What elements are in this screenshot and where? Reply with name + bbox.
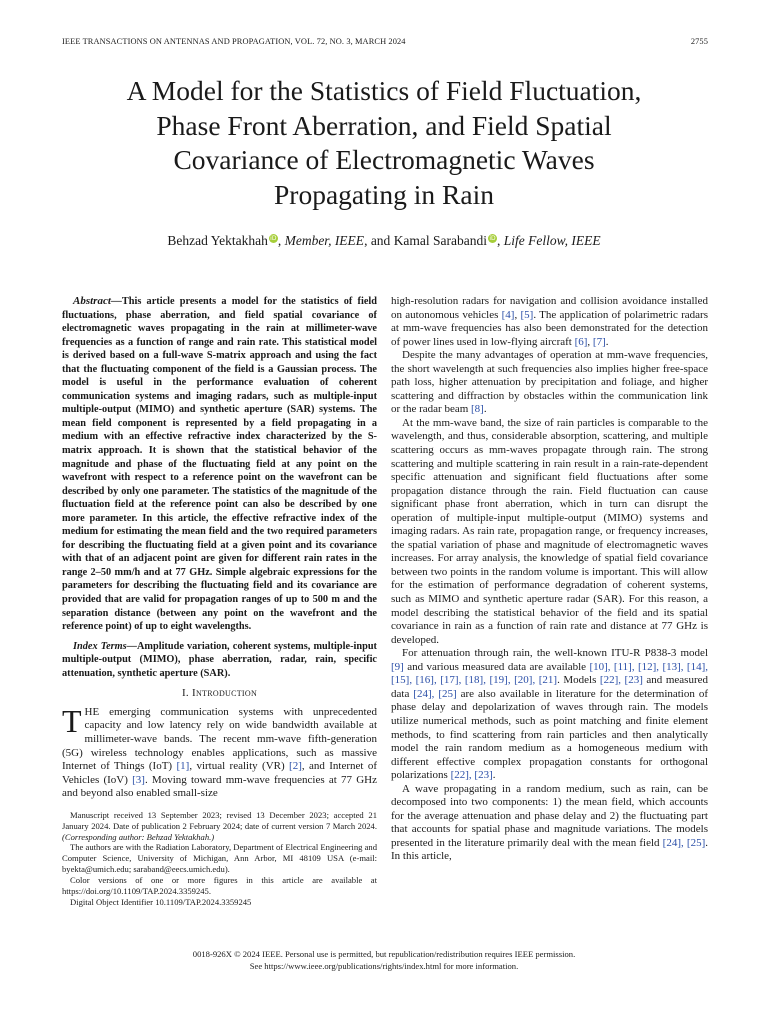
paragraph-text: . Moving toward mm-wave frequencies at 77 GHz and beyond also enabled small-size <box>62 773 377 800</box>
abstract-label: Abstract— <box>73 295 122 307</box>
title-line: Phase Front Aberration, and Field Spatial <box>156 109 612 141</box>
author-name: Kamal Sarabandi <box>393 233 488 248</box>
title-line: Propagating in Rain <box>274 178 494 210</box>
paragraph-text: high-resolution radars for navigation and collision avoidance installed on autonomous vehicles <box>391 295 708 321</box>
paragraph-text: . The application of polarimetric radars at mm-wave frequencies has also been demonstrated for the detection of power lines used in low-flying aircraft <box>391 308 708 348</box>
citation-link[interactable]: [10], [11], [12], [13], [14], [15], [16], [17], [18], [19], [20], [21] <box>391 660 708 687</box>
footnote-doi: Digital Object Identifier 10.1109/TAP.2024.3359245 <box>70 896 252 907</box>
section-numeral: I. <box>181 687 193 700</box>
right-column <box>391 295 708 864</box>
copyright-notice <box>40 949 728 972</box>
author-membership: Life Fellow, IEEE <box>503 233 601 248</box>
paragraph-text: and measured data <box>391 674 708 700</box>
paragraph-text: . Models <box>557 674 600 687</box>
paragraph-text: A wave propagating in a random medium, such as rain, can be decomposed into two components: 1) the mean field, which accounts for the average attenuation and phase delay and 2) the fluctuating part that accounts for spatial phase and magnitude variations. The models presented in the literature primarily deal with the mean field <box>391 782 708 849</box>
citation-link[interactable]: [2] <box>289 760 302 773</box>
journal-name: IEEE TRANSACTIONS ON ANTENNAS AND PROPAGATION, VOL. 72, NO. 3, MARCH 2024 <box>62 37 406 46</box>
punctuation: . <box>483 403 487 416</box>
body-paragraph <box>391 349 708 417</box>
footnote-text: Manuscript received 13 September 2023; revised 13 December 2023; accepted 21 January 2024. Date of publication 2 February 2024; date of current version 7 March 2024. <box>62 809 377 831</box>
orcid-icon[interactable]: iD <box>489 234 496 242</box>
paragraph-text: and various measured data are available <box>403 660 590 673</box>
citation-link[interactable]: [24], [25] <box>413 687 457 700</box>
citation-link[interactable]: [3] <box>132 773 145 786</box>
footnote-manuscript <box>62 810 377 843</box>
author-membership: Member, IEEE <box>284 233 365 248</box>
citation-link[interactable]: [7] <box>592 335 606 348</box>
rights-link-line: See https://www.ieee.org/publications/rights/index.html for more information. <box>249 960 519 971</box>
separator: , <box>514 308 521 321</box>
separator: , <box>587 335 593 348</box>
copyright-line: 0018-926X © 2024 IEEE. Personal use is permitted, but republication/redistribution requires IEEE permission. <box>192 949 576 959</box>
index-terms-text: Amplitude variation, coherent systems, multiple-input multiple-output (MIMO), phase aberration, radar, rain, specific attenuation, synthetic aperture (SAR). <box>62 640 377 679</box>
body-paragraph <box>391 783 708 864</box>
body-paragraph <box>391 647 708 782</box>
paper-title <box>40 74 728 212</box>
paragraph-text: are also available in literature for the determination of phase delay and depolarization of waves through rain. The models utilize numerical methods, such as point matching and finite element methods, to find scattering from rain particles and then analytically model the rain random medium as a homogeneous medium with different effective complex propagation constants for orthogonal polarizations <box>391 687 708 782</box>
author-line: Behzad Yektakhah iD, Member, IEEE, and Kamal Sarabandi iD, Life Fellow, IEEE <box>167 233 601 248</box>
footnotes <box>62 810 377 908</box>
citation-link[interactable]: [22], [23] <box>599 674 643 687</box>
citation-link[interactable]: [9] <box>391 660 404 673</box>
punctuation: . In this article, <box>391 836 708 863</box>
page-number: 2755 <box>690 37 708 46</box>
section-title: Introduction <box>192 687 258 700</box>
citation-link[interactable]: [6] <box>574 335 588 348</box>
footnote-affiliation: The authors are with the Radiation Laboratory, Department of Electrical Engineering and Computer Science, University of Michigan, Ann Arbor, MI 48109 USA (e-mail: byekta@umich.edu; saraband@eecs.umich.edu). <box>62 842 377 875</box>
body-paragraph <box>391 295 708 349</box>
punctuation: . <box>492 769 496 782</box>
punctuation: . <box>605 335 609 348</box>
citation-link[interactable]: [1] <box>176 760 190 773</box>
orcid-icon[interactable]: iD <box>270 234 277 242</box>
paragraph-text: , virtual reality (VR) <box>189 760 290 773</box>
citation-link[interactable]: [4] <box>501 308 515 321</box>
author-name: Behzad Yektakhah <box>167 233 268 248</box>
paragraph-text: Despite the many advantages of operation at mm-wave frequencies, the short wavelength at such frequencies also implies higher free-space path loss, higher attenuation by precipitation and foliage, and higher scattering and diffraction by obstacles within the communication link or the radar beam <box>391 349 708 416</box>
citation-link[interactable]: [5] <box>520 308 534 321</box>
left-column <box>62 295 377 908</box>
paragraph-text: For attenuation through rain, the well-known ITU-R P838-3 model <box>402 647 708 660</box>
drop-cap: T <box>62 702 82 739</box>
intro-paragraph <box>62 702 378 801</box>
author-conjunction: , and <box>364 233 394 248</box>
corresponding-author: (Corresponding author: Behzad Yektakhah.) <box>62 831 215 842</box>
citation-link[interactable]: [8] <box>471 403 484 416</box>
paragraph-text: , and Internet of Vehicles (IoV) <box>62 760 378 786</box>
paragraph-text: HE emerging communication systems with unprecedented capacity and low latency rely on wide bandwidth available at millimeter-wave bands. The recent mm-wave fifth-generation (5G) wireless technology enables applications, such as massive Internet of Things (IoT) <box>62 705 377 773</box>
body-paragraph: At the mm-wave band, the size of rain particles is comparable to the wavelength, and thus, considerable absorption, scattering, and multiple scattering occurs as mm-waves propagate through rain. The strong scattering and multiple scattering in rain result in a rain-rate-dependent specific attenuation and significant field fluctuations after some propagation distance through the rain. Field fluctuation can cause significant phase front aberration, which in turn can disrupt the operation of multiple-input multiple-output (MIMO) systems and imaging radars. As rain rate, propagation range, or frequency increases, the spatial variation of phase and magnitude of electromagnetic waves increases. For array analysis, the knowledge of spatial field covariance between two points in the random volume is important. This will allow for the estimation of performance degradation of coherent systems, such as MIMO and synthetic aperture radar (SAR). For this reason, a model describing the statistical behavior of the field and its spatial covariance in rain as a function of rain rate and distance at 77 GHz is developed. <box>391 416 708 646</box>
title-line: Covariance of Electromagnetic Waves <box>173 144 595 175</box>
citation-link[interactable]: [24], [25] <box>662 836 706 849</box>
index-terms <box>62 640 377 681</box>
section-heading <box>62 687 377 701</box>
citation-link[interactable]: [22], [23] <box>450 769 493 782</box>
index-terms-label: Index Terms— <box>73 640 137 652</box>
abstract-text: This article presents a model for the statistics of field fluctuations, phase aberration, and field spatial covariance of electromagnetic waves propagating in the rain at millimeter-wave frequencies as a function of range and rain rate. This statistical model is derived based on a full-wave S-matrix approach and using the fact that the fluctuating component of the field is a Gaussian process. The model is useful in the performance evaluation of coherent communication systems and imaging radars, such as multiple-input multiple-output (MIMO) and synthetic aperture (SAR) systems. The mean field component is represented by a field propagating in a medium with an effective refractive index characterized by the S-matrix approach. It is shown that the statistical behavior of the magnitude and phase of the fluctuating field at any point on the wavefront with respect to a reference point on the wavefront can be described by only one parameter. The statistics of the magnitude of the fluctuation field at the reference point can also be described by one more parameter. In this article, the effective refractive index of the medium for estimating the mean field and the two required parameters for describing the fluctuating field at a given point and its covariance with that of an adjacent point are given for different rain rates in the range 2–50 mm/h and at 77 GHz. Simple algebraic expressions for the parameters for describing the fluctuating field and its covariance are provided that are valid for propagation ranges of up to 500 m and the separation distance (between any point on the wavefront and the reference point) of up to eight wavelengths. <box>62 296 377 633</box>
abstract <box>62 295 377 634</box>
footnote-color: Color versions of one or more figures in this article are available at https://doi.org/10.1109/TAP.2024.3359245. <box>62 875 377 897</box>
title-line: A Model for the Statistics of Field Fluctuation, <box>126 75 642 106</box>
